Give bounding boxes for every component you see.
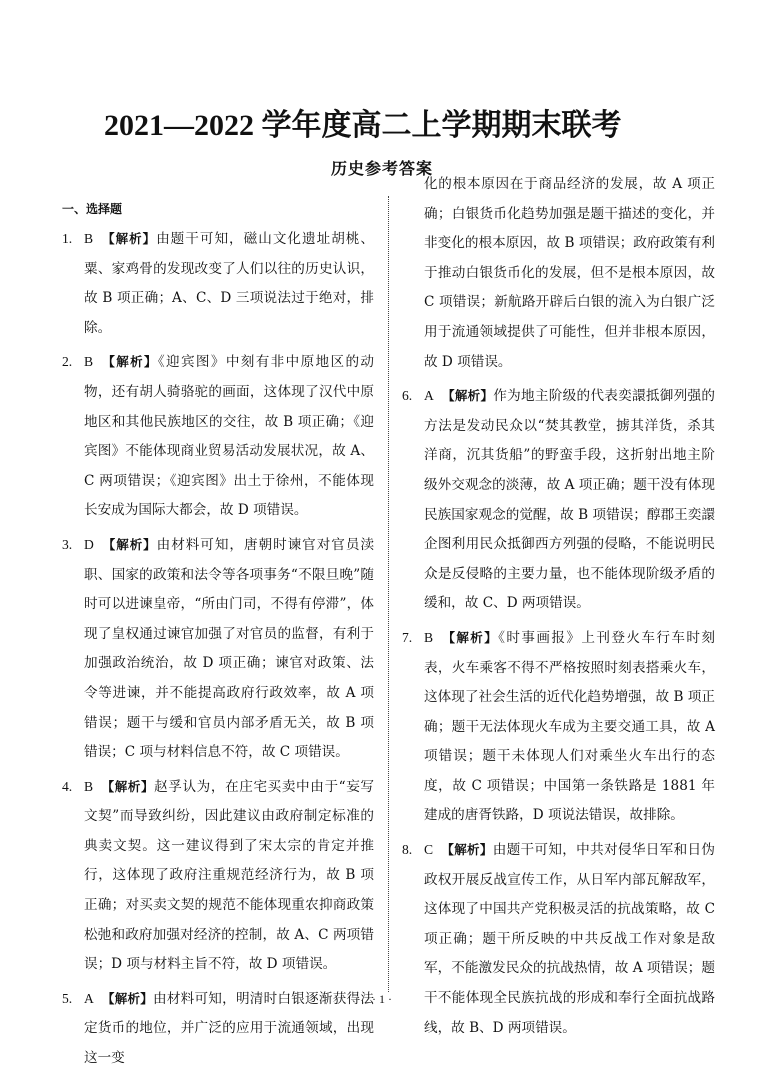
analysis-tag: 【解析】 xyxy=(101,778,155,794)
answer-item xyxy=(402,170,715,377)
answer-letter: C xyxy=(424,842,434,858)
answer-letter: B xyxy=(424,629,434,645)
analysis-text: 化的根本原因在于商品经济的发展，故 A 项正确；白银货币化趋势加强是题干描述的变化，并非变化的根本原因，故 B 项错误；政府政策有利于推动白银货币化的发展，但不是根本原因，故 C 项错误；新航路开辟后白银的流入为白银广泛用于流通领域提供了可能性，但并非根本原因，故 D 项错误。 xyxy=(424,176,715,370)
analysis-text: 由材料可知，明清时白银逐渐获得法定货币的地位，并广泛的应用于流通领域，出现这一变 xyxy=(84,990,374,1067)
analysis-tag: 【解析】 xyxy=(441,388,494,404)
analysis-tag: 【解析】 xyxy=(101,536,157,552)
analysis-tag: 【解析】 xyxy=(101,990,153,1006)
analysis-text: 《时事画报》上刊登火车行车时刻表，火车乘客不得不严格按照时刻表搭乘火车，这体现了社会生活的近代化趋势增强，故 B 项正确；题干无法体现火车成为主要交通工具，故 A 项错误；题干未体现人们对乘坐火车出行的态度，故 C 项错误；中国第一条铁路是 1881 年建成的唐胥铁路，D 项说法错误，故排除。 xyxy=(424,629,715,824)
analysis-text: 由题干可知，磁山文化遗址胡桃、粟、家鸡骨的发现改变了人们以往的历史认识，故 B 项正确；A、C、D 三项说法过于绝对，排除。 xyxy=(84,231,374,336)
question-number: 1. xyxy=(62,231,73,246)
page-title: 2021—2022 学年度高二上学期期末联考 xyxy=(104,109,622,142)
analysis-tag: 【解析】 xyxy=(101,354,158,370)
answer-item xyxy=(402,381,715,619)
answer-letter: D xyxy=(84,536,94,552)
analysis-tag: 【解析】 xyxy=(101,231,157,246)
analysis-text: 《迎宾图》中刻有非中原地区的动物，还有胡人骑骆驼的画面，这体现了汉代中原地区和其他民族地区的交往，故 B 项正确；《迎宾图》不能体现商业贸易活动发展状况，故 A、C 两项错误；《迎宾图》出土于徐州，不能体现长安成为国际大都会，故 D 项错误。 xyxy=(84,354,374,519)
answer-letter: A xyxy=(424,388,434,404)
analysis-text: 作为地主阶级的代表奕譞抵御列强的方法是发动民众以“焚其教堂，掳其洋货，杀其洋商，沉其货船”的野蛮手段，这折射出地主阶级外交观念的淡薄，故 A 项正确；题干没有体现民族国家观念的觉醒，故 B 项错误；醇郡王奕譞企图利用民众抵御西方列强的侵略，不能说明民众是反侵略的主要力量，也不能体现阶级矛盾的缓和，故 C、D 两项错误。 xyxy=(424,388,715,612)
analysis-tag: 【解析】 xyxy=(441,629,499,645)
answer-item xyxy=(402,835,715,1043)
answer-letter: B xyxy=(84,354,94,370)
answer-letter: B xyxy=(84,778,94,794)
question-number: 6. xyxy=(402,388,413,404)
section-heading: 一、选择题 xyxy=(62,202,123,216)
right-column xyxy=(402,170,715,1047)
page-number: · 1 · xyxy=(372,992,392,1006)
analysis-text: 由材料可知，唐朝时谏官对官员渎职、国家的政策和法令等各项事务“不限旦晚”随时可以进谏皇帝，“所由门司，不得有停滞”，体现了皇权通过谏官加强了对官员的监督，有利于加强政治统治，故 D 项正确；谏官对政策、法令等进谏，并不能提高政府行政效率，故 A 项错误；题干与缓和官员内部矛盾无关，故 B 项错误；C 项与材料信息不符，故 C 项错误。 xyxy=(84,536,374,761)
analysis-text: 由题干可知，中共对侵华日军和日伪政权开展反战宣传工作，从日军内部瓦解敌军，这体现了中国共产党积极灵活的抗战策略，故 C 项正确；题干所反映的中共反战工作对象是敌军，不能激发民众的抗战热情，故 A 项错误；题干不能体现全民族抗战的形成和奉行全面抗战路线，故 B、D 两项错误。 xyxy=(424,842,715,1036)
question-number: 8. xyxy=(402,842,413,858)
question-number: 2. xyxy=(62,354,73,370)
question-number: 5. xyxy=(62,990,73,1006)
question-number: 3. xyxy=(62,536,73,552)
question-number: 4. xyxy=(62,778,73,794)
question-number: 7. xyxy=(402,629,413,645)
analysis-text: 赵孚认为，在庄宅买卖中由于“妄写文契”而导致纠纷，因此建议由政府制定标准的典卖文契。这一建议得到了宋太宗的肯定并推行，这体现了政府注重规范经济行为，故 B 项正确；对买卖文契的规范不能体现重农抑商政策松弛和政府加强对经济的控制，故 A、C 两项错误；D 项与材料主旨不符，故 D 项错误。 xyxy=(84,778,374,973)
answer-letter: A xyxy=(84,990,94,1006)
analysis-tag: 【解析】 xyxy=(441,842,493,858)
page-subtitle: 历史参考答案 xyxy=(330,159,433,178)
answer-letter: B xyxy=(84,231,94,246)
answer-item xyxy=(402,623,715,831)
